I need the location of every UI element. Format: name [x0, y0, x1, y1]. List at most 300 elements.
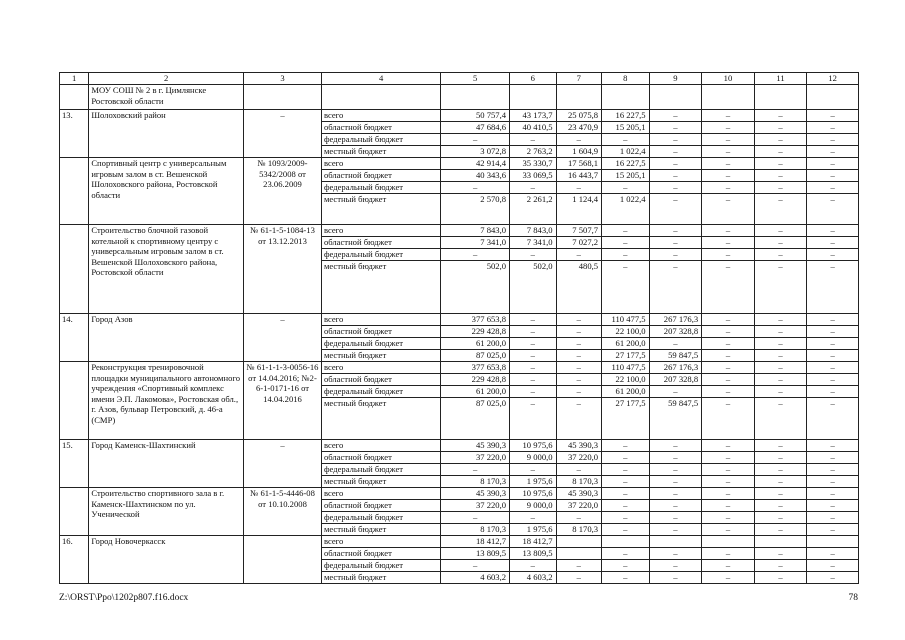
- value-cell: –: [602, 524, 650, 536]
- expertise-doc: № 1093/2009-5342/2008 от 23.06.2009: [244, 158, 322, 225]
- value-cell: [556, 548, 602, 560]
- value-cell: 37 220,0: [556, 452, 602, 464]
- value-cell: 37 220,0: [441, 500, 510, 512]
- column-number-12: 12: [807, 73, 859, 85]
- budget-source: областной бюджет: [321, 170, 440, 182]
- value-cell: 40 410,5: [510, 122, 557, 134]
- table-row: [60, 85, 859, 110]
- value-cell: –: [702, 374, 755, 386]
- value-cell: 27 177,5: [602, 350, 650, 362]
- value-cell: 110 477,5: [602, 314, 650, 326]
- value-cell: 377 653,8: [441, 314, 510, 326]
- budget-source: областной бюджет: [321, 237, 440, 249]
- value-cell: –: [510, 512, 557, 524]
- value-cell: –: [702, 386, 755, 398]
- value-cell: 1 124,4: [556, 194, 602, 225]
- value-cell: –: [754, 158, 807, 170]
- budget-source: федеральный бюджет: [321, 338, 440, 350]
- value-cell: –: [602, 225, 650, 237]
- column-number-11: 11: [754, 73, 807, 85]
- value-cell: [702, 536, 755, 548]
- row-index: 13.: [60, 110, 89, 158]
- table-row: [60, 225, 859, 237]
- value-cell: –: [807, 237, 859, 249]
- value-cell: –: [556, 182, 602, 194]
- value-cell: –: [807, 225, 859, 237]
- value-cell: –: [556, 398, 602, 440]
- value-cell: –: [649, 110, 702, 122]
- value-cell: [441, 85, 510, 110]
- value-cell: –: [556, 572, 602, 584]
- value-cell: –: [602, 572, 650, 584]
- value-cell: –: [602, 261, 650, 314]
- value-cell: –: [556, 338, 602, 350]
- budget-source: местный бюджет: [321, 398, 440, 440]
- value-cell: –: [649, 560, 702, 572]
- value-cell: –: [754, 374, 807, 386]
- row-index: 14.: [60, 314, 89, 362]
- value-cell: –: [807, 338, 859, 350]
- value-cell: [754, 85, 807, 110]
- value-cell: 33 069,5: [510, 170, 557, 182]
- value-cell: –: [807, 464, 859, 476]
- value-cell: 1 975,6: [510, 476, 557, 488]
- value-cell: –: [807, 452, 859, 464]
- value-cell: 59 847,5: [649, 350, 702, 362]
- value-cell: 267 176,3: [649, 362, 702, 374]
- value-cell: –: [510, 314, 557, 326]
- page-number: 78: [848, 593, 858, 603]
- budget-source: федеральный бюджет: [321, 386, 440, 398]
- column-number-5: 5: [441, 73, 510, 85]
- value-cell: 7 843,0: [441, 225, 510, 237]
- value-cell: –: [702, 182, 755, 194]
- value-cell: –: [556, 512, 602, 524]
- value-cell: –: [510, 338, 557, 350]
- value-cell: –: [556, 464, 602, 476]
- value-cell: –: [602, 560, 650, 572]
- expertise-doc: [244, 536, 322, 584]
- value-cell: 17 568,1: [556, 158, 602, 170]
- value-cell: –: [807, 386, 859, 398]
- budget-source: всего: [321, 440, 440, 452]
- value-cell: –: [441, 512, 510, 524]
- budget-source: федеральный бюджет: [321, 512, 440, 524]
- value-cell: –: [754, 237, 807, 249]
- value-cell: –: [649, 452, 702, 464]
- column-number-4: 4: [321, 73, 440, 85]
- expertise-doc: № 61-1-1-3-0056-16 от 14.04.2016; №2-6-1-0171-16 от 14.04.2016: [244, 362, 322, 440]
- value-cell: 10 975,6: [510, 488, 557, 500]
- value-cell: [702, 85, 755, 110]
- value-cell: –: [702, 237, 755, 249]
- value-cell: –: [649, 488, 702, 500]
- value-cell: 50 757,4: [441, 110, 510, 122]
- value-cell: –: [702, 440, 755, 452]
- value-cell: –: [754, 338, 807, 350]
- budget-source: местный бюджет: [321, 146, 440, 158]
- table-row: [60, 536, 859, 548]
- value-cell: –: [702, 170, 755, 182]
- value-cell: 1 022,4: [602, 194, 650, 225]
- table-row: [60, 314, 859, 326]
- value-cell: –: [556, 560, 602, 572]
- budget-source: местный бюджет: [321, 476, 440, 488]
- value-cell: –: [602, 440, 650, 452]
- value-cell: –: [649, 572, 702, 584]
- value-cell: 37 220,0: [441, 452, 510, 464]
- value-cell: –: [754, 225, 807, 237]
- value-cell: –: [702, 350, 755, 362]
- value-cell: 229 428,8: [441, 326, 510, 338]
- budget-table: [59, 72, 859, 584]
- row-index: [60, 85, 89, 110]
- value-cell: –: [807, 572, 859, 584]
- column-number-3: 3: [244, 73, 322, 85]
- value-cell: –: [510, 374, 557, 386]
- budget-source: всего: [321, 362, 440, 374]
- value-cell: –: [602, 182, 650, 194]
- value-cell: 7 843,0: [510, 225, 557, 237]
- value-cell: 1 975,6: [510, 524, 557, 536]
- value-cell: –: [702, 194, 755, 225]
- table-row: [60, 488, 859, 500]
- value-cell: 480,5: [556, 261, 602, 314]
- value-cell: –: [754, 362, 807, 374]
- value-cell: 16 227,5: [602, 158, 650, 170]
- budget-source: всего: [321, 536, 440, 548]
- value-cell: 8 170,3: [556, 524, 602, 536]
- value-cell: 45 390,3: [441, 488, 510, 500]
- value-cell: –: [702, 249, 755, 261]
- value-cell: –: [754, 476, 807, 488]
- value-cell: –: [556, 134, 602, 146]
- value-cell: –: [754, 548, 807, 560]
- value-cell: [602, 536, 650, 548]
- value-cell: –: [510, 386, 557, 398]
- value-cell: 7 341,0: [510, 237, 557, 249]
- value-cell: 87 025,0: [441, 398, 510, 440]
- value-cell: 22 100,0: [602, 326, 650, 338]
- value-cell: –: [649, 500, 702, 512]
- value-cell: 502,0: [441, 261, 510, 314]
- value-cell: –: [649, 338, 702, 350]
- value-cell: –: [754, 464, 807, 476]
- value-cell: 8 170,3: [441, 524, 510, 536]
- budget-source: федеральный бюджет: [321, 249, 440, 261]
- value-cell: –: [441, 249, 510, 261]
- budget-source: местный бюджет: [321, 572, 440, 584]
- value-cell: 8 170,3: [556, 476, 602, 488]
- value-cell: [556, 536, 602, 548]
- object-name: Строительство спортивного зала в г. Каменск-Шахтинском по ул. Ученической: [89, 488, 244, 536]
- budget-source: местный бюджет: [321, 261, 440, 314]
- value-cell: –: [807, 500, 859, 512]
- row-index: [60, 158, 89, 225]
- value-cell: –: [807, 488, 859, 500]
- object-name: Шолоховский район: [89, 110, 244, 158]
- value-cell: –: [702, 261, 755, 314]
- object-name: Город Новочеркасск: [89, 536, 244, 584]
- row-index: [60, 225, 89, 314]
- value-cell: –: [754, 452, 807, 464]
- value-cell: 15 205,1: [602, 122, 650, 134]
- value-cell: –: [807, 158, 859, 170]
- value-cell: –: [754, 314, 807, 326]
- column-number-9: 9: [649, 73, 702, 85]
- value-cell: –: [649, 386, 702, 398]
- value-cell: [754, 536, 807, 548]
- value-cell: 10 975,6: [510, 440, 557, 452]
- column-number-2: 2: [89, 73, 244, 85]
- value-cell: –: [649, 249, 702, 261]
- object-name: МОУ СОШ № 2 в г. Цимлянске Ростовской области: [89, 85, 244, 110]
- value-cell: 47 684,6: [441, 122, 510, 134]
- value-cell: 43 173,7: [510, 110, 557, 122]
- value-cell: –: [702, 338, 755, 350]
- value-cell: 61 200,0: [602, 338, 650, 350]
- value-cell: –: [702, 398, 755, 440]
- value-cell: –: [807, 249, 859, 261]
- value-cell: –: [754, 194, 807, 225]
- value-cell: –: [702, 362, 755, 374]
- value-cell: –: [807, 261, 859, 314]
- value-cell: 22 100,0: [602, 374, 650, 386]
- value-cell: –: [602, 134, 650, 146]
- value-cell: –: [754, 146, 807, 158]
- value-cell: 37 220,0: [556, 500, 602, 512]
- value-cell: [807, 85, 859, 110]
- value-cell: –: [602, 452, 650, 464]
- value-cell: 13 809,5: [510, 548, 557, 560]
- column-number-10: 10: [702, 73, 755, 85]
- value-cell: –: [754, 398, 807, 440]
- value-cell: –: [754, 134, 807, 146]
- value-cell: –: [702, 158, 755, 170]
- object-name: Реконструкция тренировочной площадки муниципального автономного учреждения «Спортивный комплекс имени Э.П. Лакомова», Ростовская обл., г. Азов, бульвар Петровский, д. 46-а (СМР): [89, 362, 244, 440]
- value-cell: –: [807, 350, 859, 362]
- value-cell: –: [807, 440, 859, 452]
- value-cell: –: [807, 476, 859, 488]
- value-cell: 2 261,2: [510, 194, 557, 225]
- value-cell: –: [807, 560, 859, 572]
- value-cell: –: [702, 146, 755, 158]
- budget-source: федеральный бюджет: [321, 134, 440, 146]
- value-cell: [602, 85, 650, 110]
- table-row: [60, 440, 859, 452]
- value-cell: –: [807, 548, 859, 560]
- value-cell: –: [510, 350, 557, 362]
- value-cell: 16 443,7: [556, 170, 602, 182]
- footer-file-path: Z:\ORST\Ppo\1202p807.f16.docx: [59, 593, 189, 603]
- value-cell: –: [649, 182, 702, 194]
- budget-source: местный бюджет: [321, 194, 440, 225]
- object-name: Спортивный центр с универсальным игровым залом в ст. Вешенской Шолоховского района, Ростовской области: [89, 158, 244, 225]
- value-cell: –: [807, 314, 859, 326]
- value-cell: –: [754, 524, 807, 536]
- value-cell: 27 177,5: [602, 398, 650, 440]
- budget-source: федеральный бюджет: [321, 560, 440, 572]
- value-cell: –: [602, 249, 650, 261]
- value-cell: –: [510, 134, 557, 146]
- value-cell: –: [702, 314, 755, 326]
- value-cell: 4 603,2: [510, 572, 557, 584]
- value-cell: –: [807, 326, 859, 338]
- value-cell: –: [807, 512, 859, 524]
- expertise-doc: –: [244, 440, 322, 488]
- value-cell: 7 341,0: [441, 237, 510, 249]
- value-cell: –: [649, 225, 702, 237]
- value-cell: 16 227,5: [602, 110, 650, 122]
- value-cell: 15 205,1: [602, 170, 650, 182]
- value-cell: 7 507,7: [556, 225, 602, 237]
- value-cell: 502,0: [510, 261, 557, 314]
- budget-source: областной бюджет: [321, 122, 440, 134]
- table-row: [60, 362, 859, 374]
- value-cell: –: [807, 194, 859, 225]
- value-cell: –: [754, 350, 807, 362]
- budget-source: местный бюджет: [321, 524, 440, 536]
- value-cell: –: [649, 512, 702, 524]
- value-cell: –: [441, 182, 510, 194]
- value-cell: 207 328,8: [649, 374, 702, 386]
- value-cell: –: [754, 122, 807, 134]
- value-cell: 40 343,6: [441, 170, 510, 182]
- object-name: Город Каменск-Шахтинский: [89, 440, 244, 488]
- value-cell: –: [754, 326, 807, 338]
- value-cell: 25 075,8: [556, 110, 602, 122]
- row-index: [60, 488, 89, 536]
- value-cell: –: [649, 170, 702, 182]
- value-cell: –: [754, 560, 807, 572]
- budget-source: всего: [321, 488, 440, 500]
- column-number-7: 7: [556, 73, 602, 85]
- value-cell: 87 025,0: [441, 350, 510, 362]
- value-cell: –: [807, 134, 859, 146]
- value-cell: –: [702, 500, 755, 512]
- value-cell: –: [702, 488, 755, 500]
- value-cell: –: [649, 524, 702, 536]
- value-cell: 1 604,9: [556, 146, 602, 158]
- value-cell: –: [702, 122, 755, 134]
- value-cell: 35 330,7: [510, 158, 557, 170]
- value-cell: 13 809,5: [441, 548, 510, 560]
- value-cell: –: [602, 500, 650, 512]
- value-cell: –: [702, 326, 755, 338]
- value-cell: 42 914,4: [441, 158, 510, 170]
- value-cell: 229 428,8: [441, 374, 510, 386]
- value-cell: 23 470,9: [556, 122, 602, 134]
- value-cell: –: [602, 464, 650, 476]
- value-cell: –: [556, 249, 602, 261]
- budget-source: областной бюджет: [321, 326, 440, 338]
- value-cell: –: [754, 572, 807, 584]
- value-cell: –: [441, 464, 510, 476]
- row-index: 15.: [60, 440, 89, 488]
- column-number-row: [60, 73, 859, 85]
- value-cell: –: [807, 524, 859, 536]
- value-cell: –: [649, 548, 702, 560]
- value-cell: –: [602, 548, 650, 560]
- budget-source: [321, 85, 440, 110]
- budget-source: всего: [321, 314, 440, 326]
- value-cell: –: [754, 261, 807, 314]
- value-cell: 7 027,2: [556, 237, 602, 249]
- budget-source: федеральный бюджет: [321, 182, 440, 194]
- budget-source: областной бюджет: [321, 452, 440, 464]
- value-cell: –: [702, 560, 755, 572]
- budget-source: областной бюджет: [321, 548, 440, 560]
- value-cell: –: [754, 182, 807, 194]
- value-cell: 3 072,8: [441, 146, 510, 158]
- value-cell: –: [702, 548, 755, 560]
- value-cell: 377 653,8: [441, 362, 510, 374]
- expertise-doc: –: [244, 110, 322, 158]
- value-cell: 110 477,5: [602, 362, 650, 374]
- value-cell: 207 328,8: [649, 326, 702, 338]
- value-cell: 8 170,3: [441, 476, 510, 488]
- value-cell: –: [807, 110, 859, 122]
- value-cell: 18 412,7: [441, 536, 510, 548]
- value-cell: 61 200,0: [602, 386, 650, 398]
- expertise-doc: –: [244, 314, 322, 362]
- value-cell: –: [649, 122, 702, 134]
- value-cell: 9 000,0: [510, 500, 557, 512]
- row-index: [60, 362, 89, 440]
- value-cell: –: [556, 326, 602, 338]
- value-cell: –: [702, 464, 755, 476]
- value-cell: 4 603,2: [441, 572, 510, 584]
- column-number-6: 6: [510, 73, 557, 85]
- value-cell: 1 022,4: [602, 146, 650, 158]
- value-cell: –: [649, 464, 702, 476]
- value-cell: –: [441, 560, 510, 572]
- value-cell: 18 412,7: [510, 536, 557, 548]
- value-cell: –: [510, 326, 557, 338]
- value-cell: –: [702, 476, 755, 488]
- value-cell: –: [754, 440, 807, 452]
- row-index: 16.: [60, 536, 89, 584]
- value-cell: 45 390,3: [441, 440, 510, 452]
- value-cell: –: [754, 500, 807, 512]
- value-cell: –: [510, 464, 557, 476]
- column-number-8: 8: [602, 73, 650, 85]
- budget-source: всего: [321, 225, 440, 237]
- value-cell: –: [556, 374, 602, 386]
- budget-source: областной бюджет: [321, 500, 440, 512]
- value-cell: [807, 536, 859, 548]
- value-cell: –: [649, 194, 702, 225]
- value-cell: –: [807, 374, 859, 386]
- value-cell: –: [754, 386, 807, 398]
- value-cell: –: [754, 488, 807, 500]
- value-cell: –: [556, 386, 602, 398]
- table-row: [60, 110, 859, 122]
- value-cell: –: [602, 488, 650, 500]
- budget-source: областной бюджет: [321, 374, 440, 386]
- value-cell: [649, 536, 702, 548]
- value-cell: 45 390,3: [556, 488, 602, 500]
- value-cell: 2 763,2: [510, 146, 557, 158]
- value-cell: 61 200,0: [441, 338, 510, 350]
- value-cell: –: [602, 512, 650, 524]
- value-cell: –: [510, 560, 557, 572]
- object-name: Строительство блочной газовой котельной к спортивному центру с универсальным игровым залом в ст. Вешенской Шолоховского района, Ростовской области: [89, 225, 244, 314]
- value-cell: –: [441, 134, 510, 146]
- value-cell: [649, 85, 702, 110]
- object-name: Город Азов: [89, 314, 244, 362]
- value-cell: –: [649, 237, 702, 249]
